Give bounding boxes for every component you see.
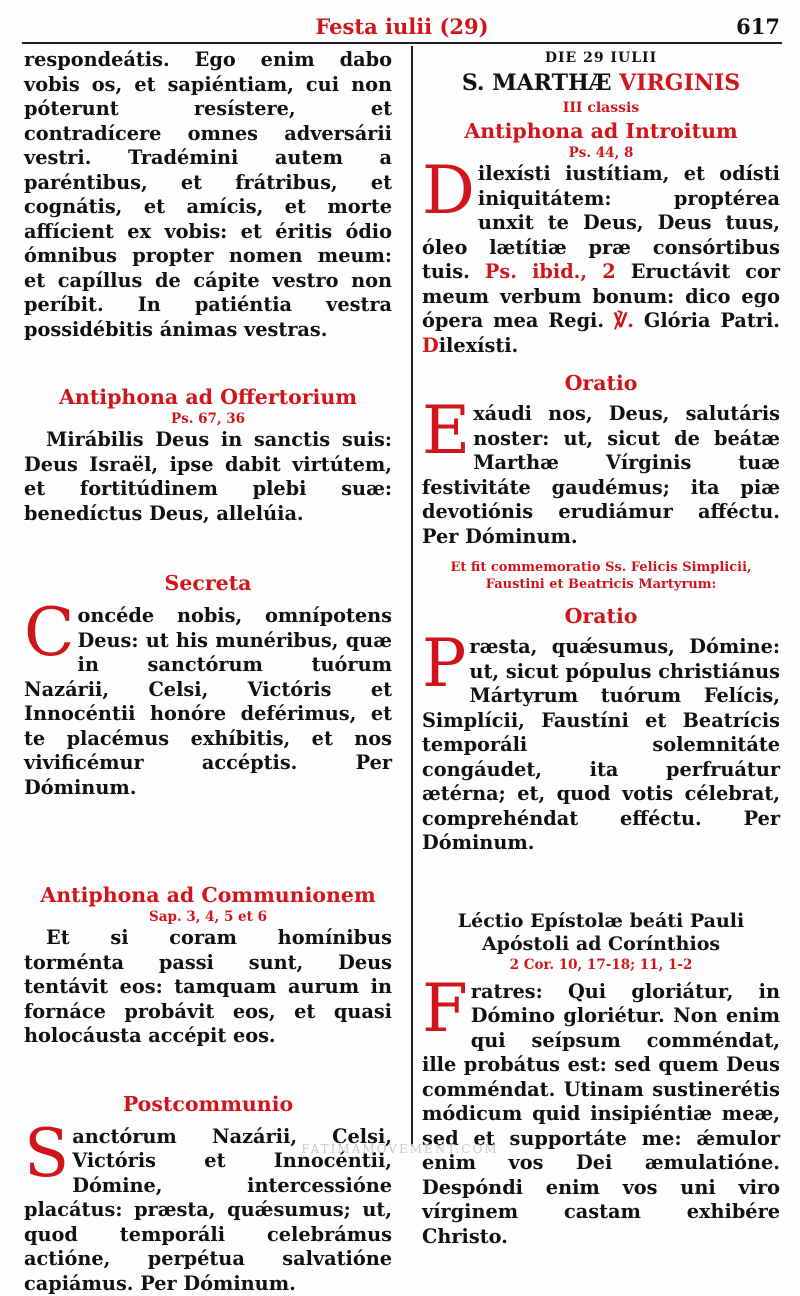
page-number: 617 xyxy=(736,14,780,39)
column-divider xyxy=(411,46,413,1146)
oratio2-initial: P xyxy=(422,635,466,693)
epistle-heading: Léctio Epístolæ beáti Pauli Apóstoli ad Corínthios xyxy=(422,910,780,956)
postcommunion-initial: S xyxy=(24,1125,69,1183)
epistle-ref: 2 Cor. 10, 17-18; 11, 1-2 xyxy=(422,956,780,974)
postcommunion-heading: Postcommunio xyxy=(24,1091,392,1117)
communion-text: Et si coram homínibus torménta passi sunt, Deus tentávit eos: tamquam aurum in fornáce probávit eos, et quasi holocáusta accépit eos. xyxy=(24,926,392,1049)
introit-verse: Eructávit cor meum verbum bonum: dico ego ópera mea Regi. xyxy=(422,260,780,332)
postcommunion-body: anctórum Nazárii, Celsi, Victóris et Innocéntii, Dómine, intercessióne placátus: præsta, quǽsumus; ut, quod temporáli celebrámus actióne, perpétua salvatióne capiámus. Per Dóminum. xyxy=(24,1125,392,1295)
oratio-heading: Oratio xyxy=(422,370,780,396)
commemoration-rubric: Et fit commemoratio Ss. Felicis Simplicii, Faustini et Beatricis Martyrum: xyxy=(422,559,780,593)
oratio-text: Exáudi nos, Deus, salutáris noster: ut, sicut de beátæ Marthæ Vírginis tuæ festivitáte gaudémus; ita piæ devotiónis erudiámur afféctu. Per Dóminum. xyxy=(422,402,780,549)
secret-heading: Secreta xyxy=(24,570,392,596)
right-column xyxy=(422,48,780,1249)
introit-ref: Ps. 44, 8 xyxy=(422,144,780,162)
introit-text: Dilexísti iustítiam, et odísti iniquitátem: proptérea unxit te Deus, Deus tuus, óleo lætítiæ præ consórtibus tuis. Ps. ibid., 2 Eructávit cor meum verbum bonum: dico ego ópera mea Regi. ℣. Glória Patri. Dilexísti. xyxy=(422,162,780,358)
communion-ref: Sap. 3, 4, 5 et 6 xyxy=(24,908,392,926)
oratio2-heading: Oratio xyxy=(422,603,780,629)
secret-body: oncéde nobis, omnípotens Deus: ut his munéribus, quæ in sanctórum tuórum Nazárii, Celsi, Victóris et Innocéntii honóre deférimus, et te placémus exhíbitis, et nos vivificémur accéptis. Per Dóminum. xyxy=(24,604,392,799)
feast-title xyxy=(422,68,780,98)
repeat-rest: ilexísti. xyxy=(439,334,519,357)
gloria-patri: Glória Patri. xyxy=(644,309,780,332)
secret-text xyxy=(24,604,392,800)
page-header xyxy=(22,6,782,44)
saint-rank: VIRGINIS xyxy=(619,70,740,96)
oratio2-text: Præsta, quǽsumus, Dómine: ut, sicut pópulus christiánus Mártyrum tuórum Felícis, Simplícii, Faustíni et Beatrícis temporáli solemnitáte congáudet, ita perfruátur ætérna; et, quod votis célebrat, comprehéndat efféctu. Per Dóminum. xyxy=(422,635,780,856)
left-column xyxy=(24,48,392,1296)
introit-heading: Antiphona ad Introitum xyxy=(422,118,780,144)
epistle-text: Fratres: Qui gloriátur, in Dómino gloriétur. Non enim qui seípsum comméndat, ille probátus est: sed quem Deus comméndat. Utinam sustinerétis módicum quid insipiéntiæ meæ, sed et supportáte me: ǽmulor enim vos Dei æmulatióne. Despóndi enim vos uni viro vírginem castam exhibére Christo. xyxy=(422,980,780,1250)
feast-date: DIE 29 IULII xyxy=(422,48,780,68)
feast-class: III classis xyxy=(422,98,780,118)
offertory-text: Mirábilis Deus in sanctis suis: Deus Israël, ipse dabit virtútem, et fortitúdinem plebi suæ: benedíctus Deus, allelúia. xyxy=(24,428,392,526)
saint-name: S. MARTHÆ xyxy=(462,70,612,96)
watermark: FATIMAMOVEMENT.COM xyxy=(0,1142,800,1156)
psalm-ref: Ps. ibid., 2 xyxy=(485,260,616,283)
running-title: Festa iulii (29) xyxy=(22,14,782,39)
versicle-icon: ℣. xyxy=(614,309,634,332)
offertory-ref: Ps. 67, 36 xyxy=(24,410,392,428)
oratio-initial: E xyxy=(422,402,470,460)
communion-heading: Antiphona ad Communionem xyxy=(24,882,392,908)
repeat-initial: D xyxy=(422,334,439,357)
secret-initial: C xyxy=(24,604,75,662)
epistle-initial: F xyxy=(422,980,468,1038)
introit-initial: D xyxy=(422,162,475,220)
gospel-ending: respondeátis. Ego enim dabo vobis os, et sapiéntiam, cui non póterunt resístere, et contradícere omnes adversárii vestri. Tradémini autem a paréntibus, et frátribus, et cognátis, et amícis, et morte affícient ex vobis: et éritis ódio ómnibus propter nomen meum: et capíllus de cápite vestro non períbit. In patiéntia vestra possidébitis ánimas vestras. xyxy=(24,48,392,342)
offertory-heading: Antiphona ad Offertorium xyxy=(24,384,392,410)
